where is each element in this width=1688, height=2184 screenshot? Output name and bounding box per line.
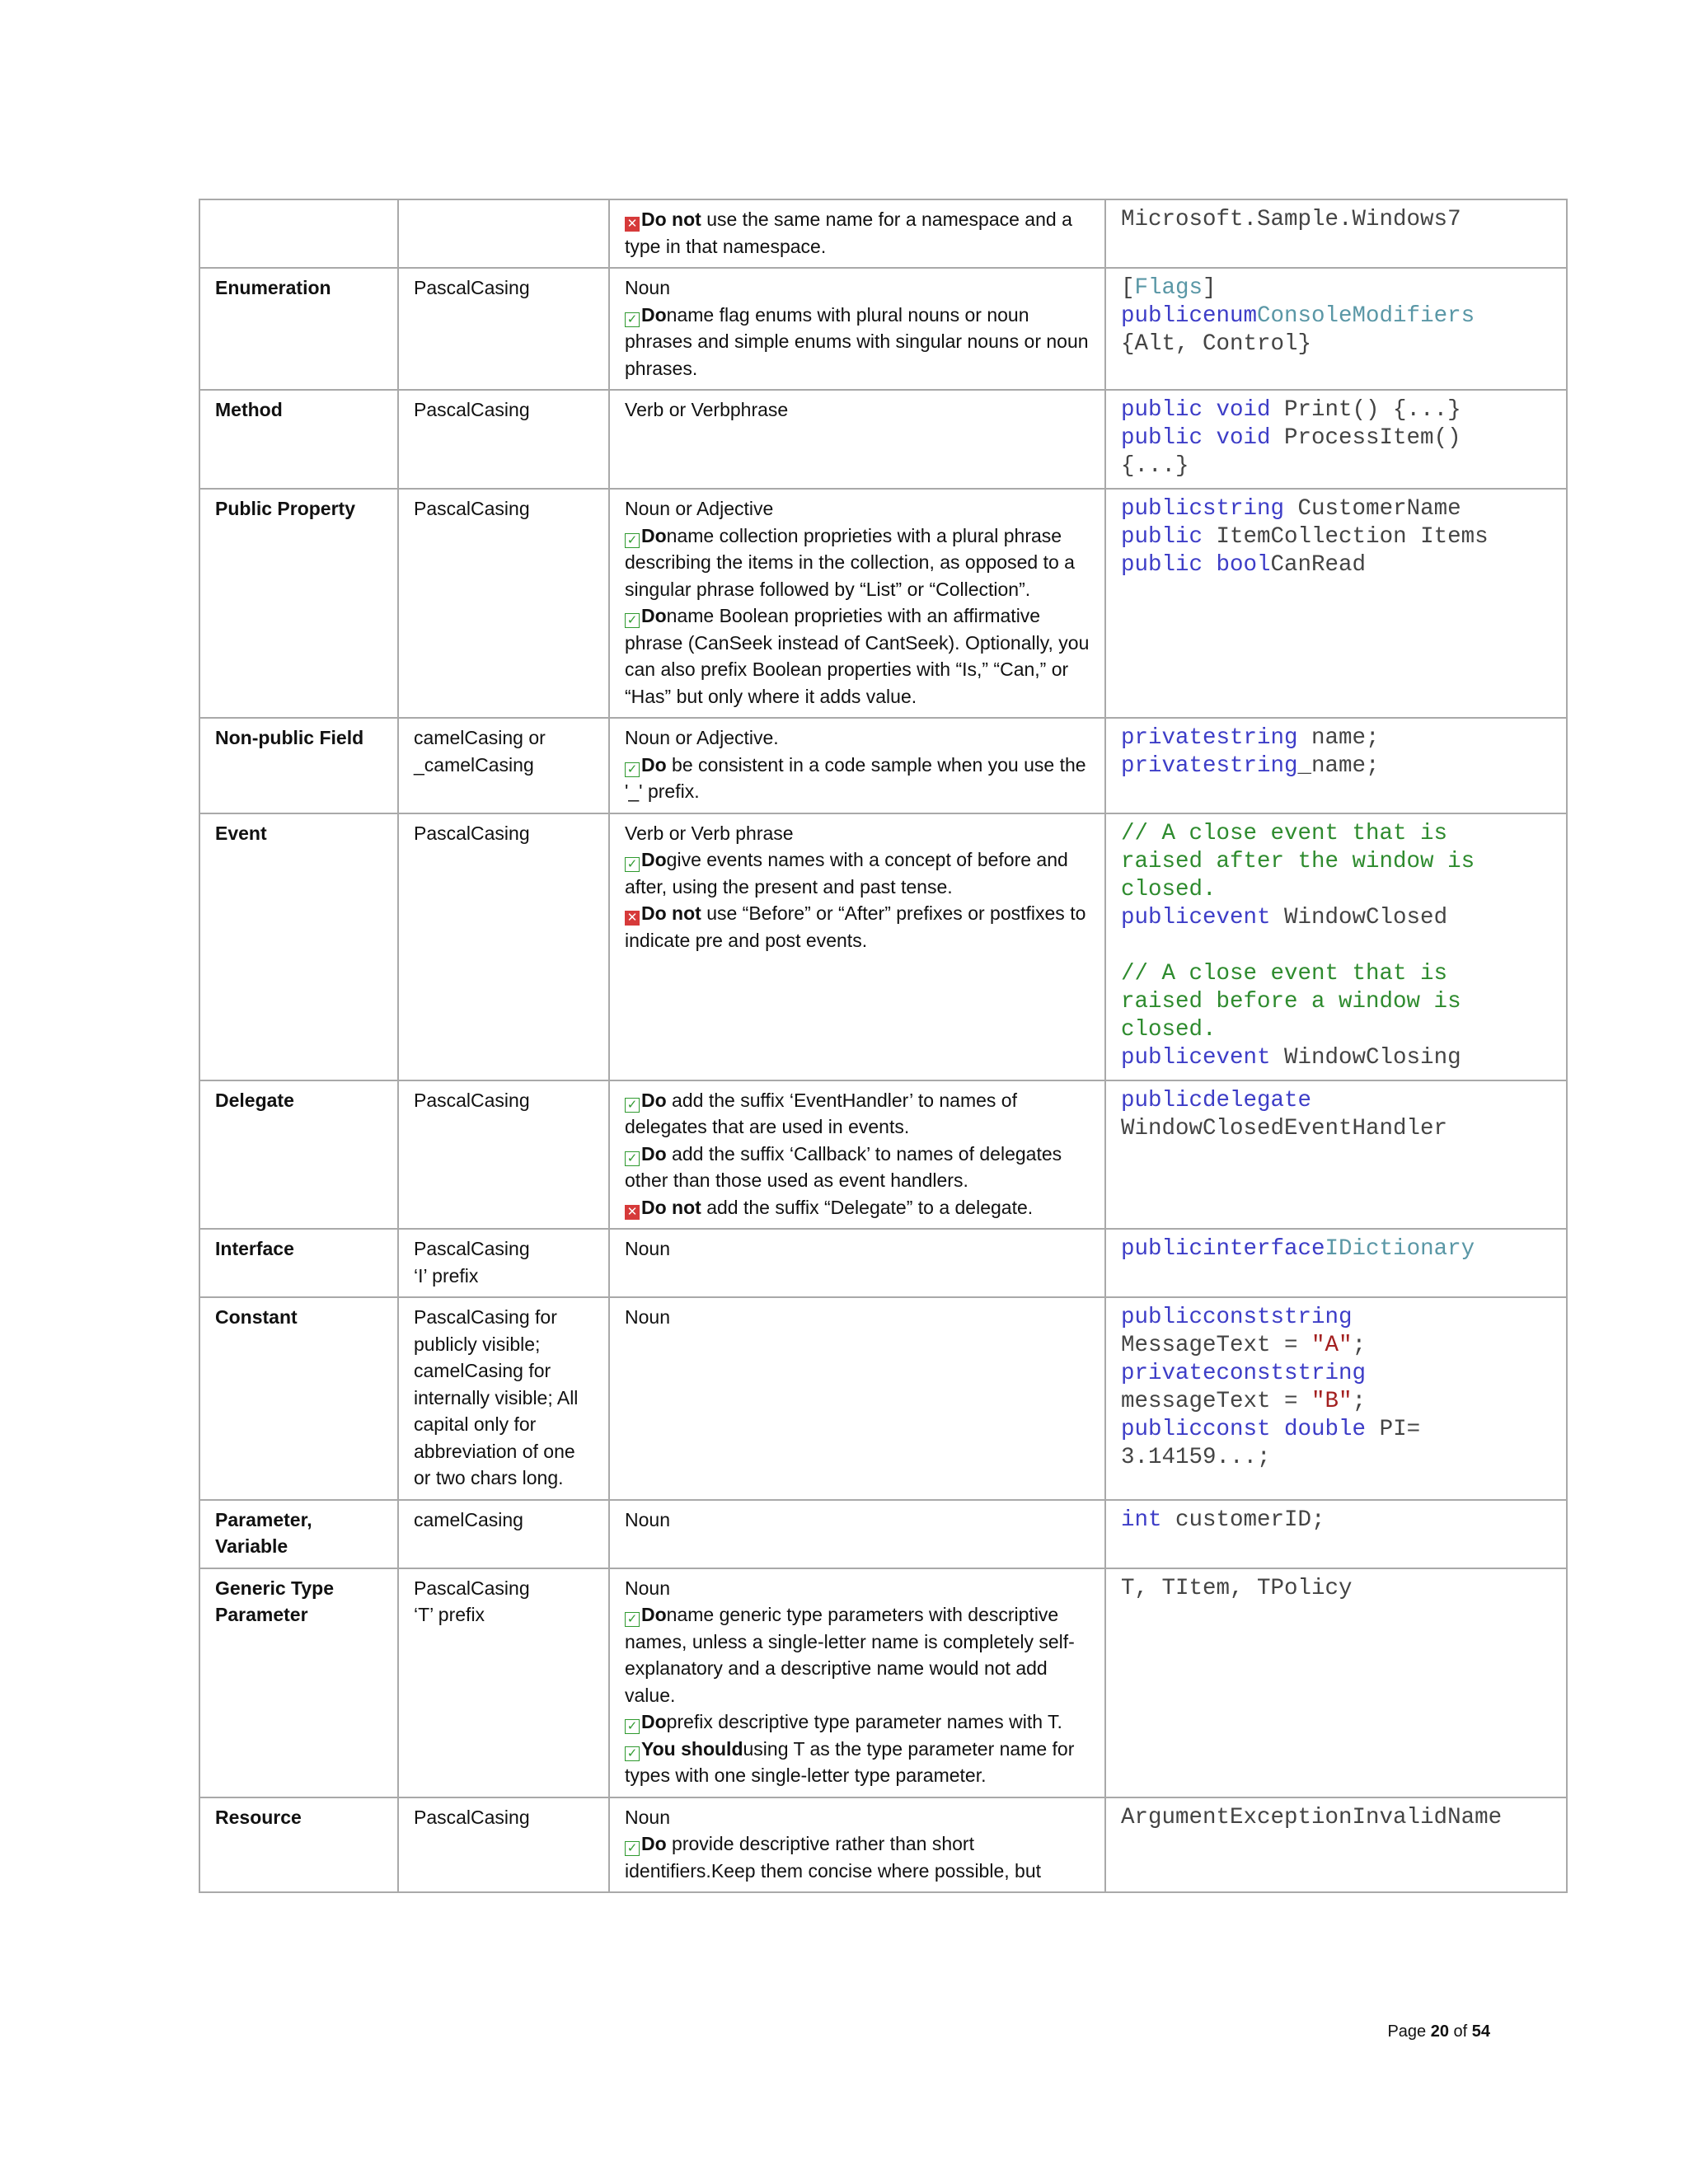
- guideline-rule: [625, 846, 1092, 900]
- code-token: Microsoft.Sample.Windows7: [1121, 207, 1461, 232]
- code-keyword: privateconststring: [1121, 1361, 1367, 1386]
- guideline-cell: [609, 489, 1105, 718]
- code-example-cell: [1105, 1229, 1567, 1297]
- table-row: [199, 268, 1567, 390]
- casing-cell: [398, 718, 609, 813]
- guideline-text: [625, 274, 1092, 302]
- casing-line: PascalCasing: [414, 1806, 530, 1828]
- table-row: [199, 1500, 1567, 1568]
- code-line: [1121, 452, 1554, 480]
- guideline-text: [625, 820, 1092, 847]
- rule-text: give events names with a concept of before and after, using the present and past tense.: [625, 849, 1068, 898]
- page-footer: [1387, 2022, 1490, 2041]
- code-token: WindowClosing: [1270, 1044, 1461, 1071]
- code-type: Flags: [1134, 275, 1203, 301]
- guideline-rule: [625, 1830, 1092, 1884]
- guideline-cell: [609, 1797, 1105, 1893]
- table-row: [199, 813, 1567, 1080]
- code-token: ]: [1203, 275, 1217, 301]
- rule-text: Noun: [625, 1806, 670, 1828]
- code-token: ;: [1352, 1333, 1367, 1358]
- check-box-icon: ✓: [625, 613, 640, 628]
- code-example-cell: [1105, 268, 1567, 390]
- table-row: [199, 1797, 1567, 1893]
- code-token: [: [1121, 275, 1135, 301]
- identifier-text: Delegate: [215, 1089, 294, 1111]
- identifier-text: Interface: [215, 1238, 294, 1259]
- identifier-cell: [199, 1797, 398, 1893]
- code-line: [1121, 1444, 1554, 1472]
- rule-lead: Do: [641, 605, 667, 626]
- code-example-cell: [1105, 1797, 1567, 1893]
- casing-line: _camelCasing: [414, 753, 534, 776]
- rule-text: provide descriptive rather than short identifiers.Keep them concise where possible, but: [625, 1833, 1042, 1882]
- rule-text: prefix descriptive type parameter names with T.: [666, 1711, 1062, 1732]
- code-token: ItemCollection Items: [1203, 524, 1489, 550]
- code-line: [1121, 1016, 1554, 1044]
- rule-lead: Do: [641, 1833, 667, 1854]
- identifier-text: Method: [215, 399, 283, 420]
- identifier-cell: [199, 1500, 398, 1568]
- identifier-text: Enumeration: [215, 277, 331, 298]
- code-line: [1121, 1416, 1554, 1444]
- code-example-cell: [1105, 199, 1567, 268]
- guideline-text: [625, 396, 1092, 424]
- guideline-rule: [625, 302, 1092, 382]
- code-token: _name;: [1297, 753, 1380, 779]
- rule-text: Noun: [625, 277, 670, 298]
- code-line: [1121, 876, 1554, 904]
- code-line: [1121, 396, 1554, 424]
- code-line: [1121, 1360, 1554, 1388]
- guideline-text: [625, 1304, 1092, 1331]
- code-keyword: publicconststring: [1121, 1305, 1353, 1330]
- code-example-cell: [1105, 489, 1567, 718]
- code-line: [1121, 523, 1554, 551]
- table-row: [199, 1080, 1567, 1230]
- guideline-rule: [625, 1708, 1092, 1736]
- casing-cell: [398, 1080, 609, 1230]
- code-keyword: privatestring: [1121, 753, 1298, 779]
- code-comment: // A close event that is: [1121, 960, 1448, 987]
- code-keyword: publicdelegate: [1121, 1087, 1312, 1113]
- casing-line: ‘T’ prefix: [414, 1604, 485, 1625]
- check-box-icon: ✓: [625, 1719, 640, 1734]
- check-box-icon: ✓: [625, 533, 640, 548]
- table-body: [199, 199, 1567, 1892]
- rule-lead: Do: [641, 1711, 667, 1732]
- casing-line: PascalCasing: [414, 1238, 530, 1259]
- code-line: [1121, 1087, 1554, 1115]
- guideline-cell: [609, 813, 1105, 1080]
- code-token: customerID;: [1161, 1507, 1325, 1533]
- check-box-icon: ✓: [625, 1612, 640, 1627]
- rule-text: Noun: [625, 1238, 670, 1259]
- code-token: MessageText =: [1121, 1333, 1312, 1358]
- check-box-icon: ✓: [625, 1746, 640, 1761]
- table-row: [199, 390, 1567, 489]
- code-example-cell: [1105, 1080, 1567, 1230]
- cross-box-icon: ✕: [625, 217, 640, 232]
- casing-line: PascalCasing: [414, 1089, 530, 1111]
- code-token: CanRead: [1270, 552, 1367, 578]
- code-line: [1121, 274, 1554, 302]
- code-line: [1121, 495, 1554, 523]
- total-pages-number: 54: [1471, 2022, 1490, 2041]
- code-line: [1121, 848, 1554, 876]
- guideline-rule: [625, 1601, 1092, 1708]
- rule-lead: Do: [641, 1604, 667, 1625]
- code-line: [1121, 752, 1554, 780]
- identifier-text: Event: [215, 822, 267, 844]
- code-token: WindowClosed: [1270, 904, 1448, 930]
- identifier-cell: [199, 268, 398, 390]
- casing-line: camelCasing: [414, 1508, 523, 1530]
- rule-text: add the suffix “Delegate” to a delegate.: [701, 1196, 1034, 1218]
- identifier-cell: [199, 199, 398, 268]
- code-keyword: int: [1121, 1507, 1162, 1533]
- rule-lead: Do: [641, 849, 667, 870]
- code-line: [1121, 1388, 1554, 1416]
- casing-cell: [398, 199, 609, 268]
- guideline-cell: [609, 199, 1105, 268]
- code-keyword: public bool: [1121, 552, 1271, 578]
- identifier-cell: [199, 390, 398, 489]
- rule-lead: Do not: [641, 1196, 701, 1218]
- rule-text: use the same name for a namespace and a type in that namespace.: [625, 209, 1072, 257]
- code-keyword: publicconst double: [1121, 1417, 1367, 1442]
- check-box-icon: ✓: [625, 762, 640, 777]
- casing-line: ‘I’ prefix: [414, 1264, 479, 1286]
- code-line: [1121, 1332, 1554, 1360]
- table-row: [199, 718, 1567, 813]
- code-example-cell: [1105, 390, 1567, 489]
- guideline-cell: [609, 390, 1105, 489]
- code-token: {Alt, Control}: [1121, 331, 1312, 357]
- code-example-cell: [1105, 1568, 1567, 1797]
- naming-conventions-table: [199, 199, 1568, 1893]
- code-line: [1121, 424, 1554, 452]
- code-token: ProcessItem(): [1270, 425, 1461, 451]
- code-example-cell: [1105, 718, 1567, 813]
- rule-lead: Do not: [641, 209, 701, 230]
- casing-line: PascalCasing: [414, 822, 530, 844]
- casing-cell: [398, 1500, 609, 1568]
- code-type: IDictionary: [1325, 1236, 1475, 1262]
- code-line: [1121, 988, 1554, 1016]
- code-token: T, TItem, TPolicy: [1121, 1575, 1353, 1601]
- code-line: [1121, 302, 1554, 330]
- guideline-rule: [625, 752, 1092, 805]
- guideline-text: [625, 1235, 1092, 1263]
- casing-cell: [398, 1229, 609, 1297]
- guideline-cell: [609, 1500, 1105, 1568]
- guideline-text: [625, 724, 1092, 752]
- casing-cell: [398, 1297, 609, 1500]
- code-blank-line: [1121, 932, 1554, 960]
- casing-line: PascalCasing: [414, 1577, 530, 1599]
- rule-text: Noun or Adjective: [625, 498, 774, 519]
- casing-cell: [398, 1797, 609, 1893]
- rule-text: using T as the type parameter name for types with one single-letter type parameter.: [625, 1737, 1075, 1786]
- casing-line: camelCasing or: [414, 727, 546, 748]
- code-token: WindowClosedEventHandler: [1121, 1115, 1448, 1141]
- check-box-icon: ✓: [625, 312, 640, 327]
- rule-lead: Do: [641, 303, 667, 326]
- rule-lead: Do not: [641, 902, 701, 924]
- rule-text: name flag enums with plural nouns or noun phrases and simple enums with singular nouns or noun phrases.: [625, 303, 1089, 379]
- code-token: 3.14159...;: [1121, 1445, 1271, 1470]
- code-line: [1121, 1575, 1554, 1603]
- casing-cell: [398, 1568, 609, 1797]
- code-line: [1121, 724, 1554, 752]
- guideline-cell: [609, 1229, 1105, 1297]
- current-page-number: 20: [1430, 2022, 1449, 2041]
- identifier-text: Public Property: [215, 498, 355, 519]
- identifier-text: Generic Type Parameter: [215, 1577, 335, 1625]
- rule-lead: Do: [641, 524, 667, 546]
- code-keyword: privatestring: [1121, 725, 1298, 751]
- casing-cell: [398, 813, 609, 1080]
- code-comment: raised before a window is: [1121, 988, 1461, 1015]
- rule-lead: You should: [641, 1737, 743, 1760]
- rule-text: Verb or Verb phrase: [625, 822, 794, 844]
- rule-text: name collection proprieties with a plural phrase describing the items in the collection, as opposed to a singular phrase followed by “List” or “Collection”.: [625, 524, 1075, 600]
- identifier-cell: [199, 1297, 398, 1500]
- rule-lead: Do: [641, 1142, 667, 1165]
- rule-text: use “Before” or “After” prefixes or postfixes to indicate pre and post events.: [625, 902, 1086, 951]
- rule-lead: Do: [641, 1089, 667, 1111]
- code-token: name;: [1297, 725, 1380, 751]
- code-keyword: publicevent: [1121, 904, 1271, 930]
- rule-text: Noun or Adjective.: [625, 727, 779, 748]
- page-label: Page: [1387, 2022, 1431, 2041]
- code-comment: closed.: [1121, 876, 1217, 902]
- guideline-text: [625, 1575, 1092, 1602]
- casing-line: PascalCasing: [414, 498, 530, 519]
- code-token: {...}: [1121, 453, 1189, 479]
- table-row: [199, 1297, 1567, 1500]
- casing-line: PascalCasing: [414, 277, 530, 298]
- identifier-text: Resource: [215, 1806, 302, 1828]
- code-line: [1121, 206, 1554, 234]
- code-keyword: publicevent: [1121, 1044, 1271, 1071]
- guideline-rule: [625, 1736, 1092, 1789]
- code-line: [1121, 1115, 1554, 1143]
- identifier-text: Constant: [215, 1306, 298, 1328]
- code-token: PI=: [1366, 1417, 1421, 1442]
- guideline-text: [625, 1804, 1092, 1831]
- code-line: [1121, 330, 1554, 359]
- identifier-cell: [199, 1229, 398, 1297]
- casing-cell: [398, 390, 609, 489]
- guideline-rule: [625, 1194, 1092, 1221]
- code-line: [1121, 904, 1554, 932]
- code-example-cell: [1105, 1500, 1567, 1568]
- code-example-cell: [1105, 813, 1567, 1080]
- casing-cell: [398, 268, 609, 390]
- rule-text: add the suffix ‘EventHandler’ to names of delegates that are used in events.: [625, 1089, 1017, 1137]
- code-comment: // A close event that is: [1121, 820, 1448, 846]
- guideline-text: [625, 495, 1092, 523]
- rule-lead: Do: [641, 753, 667, 776]
- code-comment: closed.: [1121, 1016, 1217, 1043]
- guideline-rule: [625, 900, 1092, 954]
- identifier-cell: [199, 489, 398, 718]
- code-line: [1121, 1507, 1554, 1535]
- guideline-cell: [609, 268, 1105, 390]
- check-box-icon: ✓: [625, 1098, 640, 1113]
- rule-text: add the suffix ‘Callback’ to names of delegates other than those used as event handlers.: [625, 1142, 1062, 1191]
- code-keyword: publicenum: [1121, 303, 1258, 329]
- guideline-rule: [625, 602, 1092, 710]
- code-string: "B": [1311, 1389, 1353, 1414]
- code-comment: raised after the window is: [1121, 848, 1475, 874]
- code-token: Print() {...}: [1270, 397, 1461, 423]
- code-line: [1121, 1304, 1554, 1332]
- guideline-text: [625, 1507, 1092, 1534]
- guideline-cell: [609, 1568, 1105, 1797]
- check-box-icon: ✓: [625, 857, 640, 872]
- guideline-rule: [625, 1087, 1092, 1141]
- casing-line: PascalCasing for publicly visible; camelCasing for internally visible; All capital only for abbreviation of one or two chars long.: [414, 1306, 579, 1488]
- code-keyword: public void: [1121, 397, 1271, 423]
- check-box-icon: ✓: [625, 1151, 640, 1166]
- code-keyword: publicstring: [1121, 496, 1285, 522]
- code-line: [1121, 1804, 1554, 1832]
- code-keyword: public void: [1121, 425, 1271, 451]
- page-of-label: of: [1448, 2022, 1472, 2041]
- code-keyword: publicinterface: [1121, 1236, 1325, 1262]
- guideline-rule: [625, 1141, 1092, 1194]
- code-token: CustomerName: [1284, 496, 1461, 522]
- code-line: [1121, 820, 1554, 848]
- identifier-cell: [199, 1568, 398, 1797]
- table-row: [199, 1229, 1567, 1297]
- table-row: [199, 1568, 1567, 1797]
- identifier-cell: [199, 813, 398, 1080]
- code-line: [1121, 1235, 1554, 1263]
- guideline-cell: [609, 718, 1105, 813]
- rule-text: Noun: [625, 1577, 670, 1599]
- table-row: [199, 489, 1567, 718]
- code-type: ConsoleModifiers: [1257, 303, 1475, 329]
- code-token: ArgumentExceptionInvalidName: [1121, 1804, 1503, 1830]
- rule-text: Noun: [625, 1508, 670, 1530]
- casing-cell: [398, 489, 609, 718]
- guideline-rule: [625, 523, 1092, 603]
- guideline-cell: [609, 1297, 1105, 1500]
- casing-line: PascalCasing: [414, 399, 530, 420]
- rule-text: name Boolean proprieties with an affirmative phrase (CanSeek instead of CantSeek). Optionally, you can also prefix Boolean properties with “Is,” “Can,” or “Has” but only where it adds value.: [625, 605, 1090, 707]
- code-line: [1121, 551, 1554, 579]
- identifier-text: Parameter, Variable: [215, 1508, 312, 1557]
- cross-box-icon: ✕: [625, 911, 640, 926]
- rule-text: name generic type parameters with descriptive names, unless a single-letter name is completely self-explanatory and a descriptive name would not add value.: [625, 1604, 1075, 1706]
- rule-text: Verb or Verbphrase: [625, 399, 789, 420]
- code-example-cell: [1105, 1297, 1567, 1500]
- code-token: ;: [1352, 1389, 1367, 1414]
- identifier-cell: [199, 718, 398, 813]
- guideline-cell: [609, 1080, 1105, 1230]
- rule-text: be consistent in a code sample when you use the '_' prefix.: [625, 753, 1086, 802]
- cross-box-icon: ✕: [625, 1205, 640, 1220]
- guideline-rule: [625, 206, 1092, 260]
- identifier-text: Non-public Field: [215, 727, 364, 748]
- code-keyword: public: [1121, 524, 1203, 550]
- code-token: messageText =: [1121, 1389, 1312, 1414]
- check-box-icon: ✓: [625, 1841, 640, 1856]
- code-line: [1121, 1044, 1554, 1072]
- code-line: [1121, 960, 1554, 988]
- code-string: "A": [1311, 1333, 1353, 1358]
- rule-text: Noun: [625, 1306, 670, 1328]
- table-row: [199, 199, 1567, 268]
- identifier-cell: [199, 1080, 398, 1230]
